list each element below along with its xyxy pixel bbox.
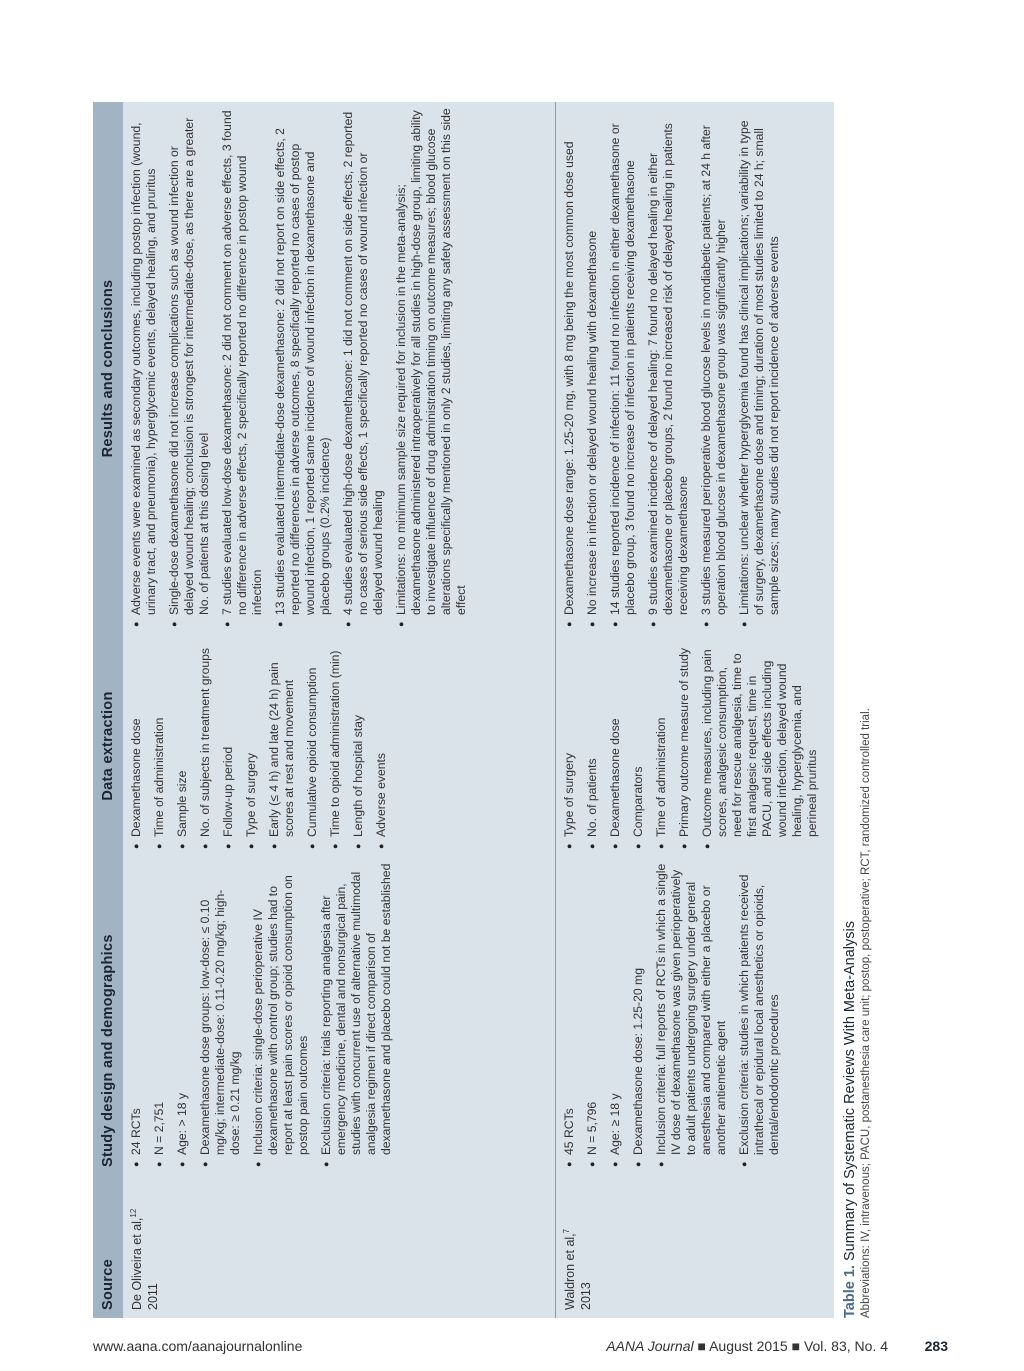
list-item: ● Time of administration [152,641,167,849]
source-cell [123,1175,556,1318]
extraction-list [562,641,820,849]
list-item: ● N = 5,796 [585,863,600,1167]
list-item: ● 3 studies measured perioperative blood glucose levels in nondiabetic patients; at 24 h after operation blood glucose in dexamethasone group was significantly higher [699,108,729,627]
list-item: ● Time to opioid administration (min) [328,641,343,849]
extraction-cell [556,635,835,857]
results-list [562,108,782,627]
list-item: ● Early (≤ 4 h) and late (24 h) pain scores at rest and movement [267,641,297,849]
caption-abbreviations: Abbreviations: IV, intravenous; PACU, postanesthesia care unit; postop, postoperative; RCT, randomized controlled trial. [860,708,872,1318]
list-item: ● N = 2,751 [152,863,167,1167]
page-number: 283 [924,1338,948,1354]
rotated-table-page [93,102,938,1318]
list-item: ● Follow-up period [221,641,236,849]
header-study-design: Study design and demographics [93,857,123,1175]
list-item: ● 14 studies reported incidence of infection: 11 found no infection in either dexamethasone or placebo group, 3 found no increase of infection in patients receiving dexamethasone [608,108,638,627]
list-item: ● Dexamethasone dose groups: low-dose: ≤ 0.10 mg/kg; intermediate-dose: 0.11-0.20 mg/kg; high-dose: ≥ 0.21 mg/kg [198,863,243,1167]
list-item: ● 13 studies evaluated intermediate-dose dexamethasone: 2 did not report on side effects, 2 reported no differences in adverse outcomes, 8 specifically reported no cases of postop wound infection, 1 reported same incidence of wound infection in dexamethasone and placebo groups (0.2% incidence) [273,108,333,627]
footer-journal-info [606,1338,888,1354]
table-row [556,102,835,1318]
design-list [562,863,782,1167]
source-cell [556,1175,835,1318]
results-cell [123,102,556,635]
list-item: ● Exclusion criteria: trials reporting analgesia after emergency medicine, dental and nonsurgical pain, studies with concurrent use of alternative multimodal analgesia regimen if direct comparison of dexamethasone and placebo could not be established [319,863,394,1167]
design-list [129,863,394,1167]
list-item: ● Dexamethasone dose [129,641,144,849]
design-cell [556,857,835,1175]
caption-label: Table 1. [842,1265,858,1318]
list-item: ● 24 RCTs [129,863,144,1167]
results-list [129,108,469,627]
extraction-cell [123,635,556,857]
source-author: De Oliveira et al, [130,1217,144,1310]
footer-issue: ■ August 2015 ■ Vol. 83, No. 4 [697,1338,888,1354]
caption-title [842,102,858,1318]
list-item: ● Dexamethasone dose [608,641,623,849]
list-item: ● No. of patients [585,641,600,849]
source-year: 2011 [146,1283,160,1310]
source-ref: 7 [561,1228,571,1234]
header-data-extraction: Data extraction [93,635,123,857]
results-cell [556,102,835,635]
list-item: ● 9 studies examined incidence of delayed healing: 7 found no delayed healing in either dexamethasone or placebo groups, 2 found no increased risk of delayed healing in patients receiving dexamethasone [646,108,691,627]
footer-journal: AANA Journal [606,1338,694,1354]
page-footer [93,1338,948,1360]
list-item: ● Sample size [175,641,190,849]
caption-text: Summary of Systematic Reviews With Meta-Analysis [842,921,858,1262]
list-item: ● Type of surgery [562,641,577,849]
list-item: ● No increase in infection or delayed wound healing with dexamethasone [585,108,600,627]
list-item: ● Inclusion criteria: full reports of RCTs in which a single IV dose of dexamethasone was given perioperatively to adult patients undergoing surgery under general anesthesia and compared with either a placebo or another antiemetic agent [654,863,729,1167]
list-item: ● Primary outcome measure of study [677,641,692,849]
summary-table [93,102,834,1318]
list-item: ● Time of administration [654,641,669,849]
source-author: Waldron et al, [563,1233,577,1310]
header-results: Results and conclusions [93,102,123,635]
list-item: ● Limitations: unclear whether hyperglycemia found has clinical implications; variability in type of surgery, dexamethasone dose and timing; duration of most studies limited to 24 h; small sample sizes; many studies did not report incidence of adverse events [737,108,782,627]
list-item: ● Age: > 18 y [175,863,190,1167]
footer-url[interactable]: www.aana.com/aanajournalonline [93,1338,303,1354]
list-item: ● Comparators [631,641,646,849]
source-year: 2013 [579,1282,593,1310]
list-item: ● 45 RCTs [562,863,577,1167]
list-item: ● Adverse events were examined as secondary outcomes, including postop infection (wound, urinary tract, and pneumonia), hyperglycemic events, delayed healing, and pruritus [129,108,159,627]
list-item: ● 4 studies evaluated high-dose dexamethasone: 1 did not comment on side effects, 2 reported no cases of serious side effects, 1 specifically reported no cases of wound infection or delayed wound healing [341,108,386,627]
list-item: ● Dexamethasone dose: 1.25-20 mg [631,863,646,1167]
list-item: ● Limitations: no minimum sample size required for inclusion in the meta-analysis; dexamethasone administered intraoperatively for all studies in high-dose group, limiting ability to investigate influence of drug administration timing on outcome measures; blood glucose alterations specifically mentioned in only 2 studies, limiting any safety assessment on this side effect [394,108,469,627]
list-item: ● Exclusion criteria: studies in which patients received intrathecal or epidural local anesthetics or opioids, dental/endodontic procedures [737,863,782,1167]
list-item: ● Inclusion criteria: single-dose perioperative IV dexamethasone with control group; studies had to report at least pain scores or opioid consumption on postop pain outcomes [251,863,311,1167]
list-item: ● No. of subjects in treatment groups [198,641,213,849]
list-item: ● Cumulative opioid consumption [305,641,320,849]
table-caption [842,102,872,1318]
table-row [123,102,556,1318]
list-item: ● Adverse events [374,641,389,849]
extraction-list [129,641,389,849]
list-item: ● Length of hospital stay [351,641,366,849]
list-item: ● Type of surgery [244,641,259,849]
source-ref: 12 [128,1208,138,1218]
header-source: Source [93,1175,123,1318]
list-item: ● Age: ≥ 18 y [608,863,623,1167]
design-cell [123,857,556,1175]
table-header-row [93,102,123,1318]
list-item: ● Outcome measures, including pain scores, analgesic consumption, need for rescue analgesia, time to first analgesic request, time in PACU, and side effects including wound infection, delayed wound healing, hyperglycemia, and perineal pruritus [700,641,820,849]
list-item: ● 7 studies evaluated low-dose dexamethasone: 2 did not comment on adverse effects, 3 found no difference in adverse effects, 2 specifically reported no difference in postop wound infection [220,108,265,627]
list-item: ● Single-dose dexamethasone did not increase complications such as wound infection or delayed wound healing; conclusion is strongest for intermediate-dose, as there are a greater No. of patients at this dosing level [167,108,212,627]
list-item: ● Dexamethasone dose range: 1.25-20 mg, with 8 mg being the most common dose used [562,108,577,627]
